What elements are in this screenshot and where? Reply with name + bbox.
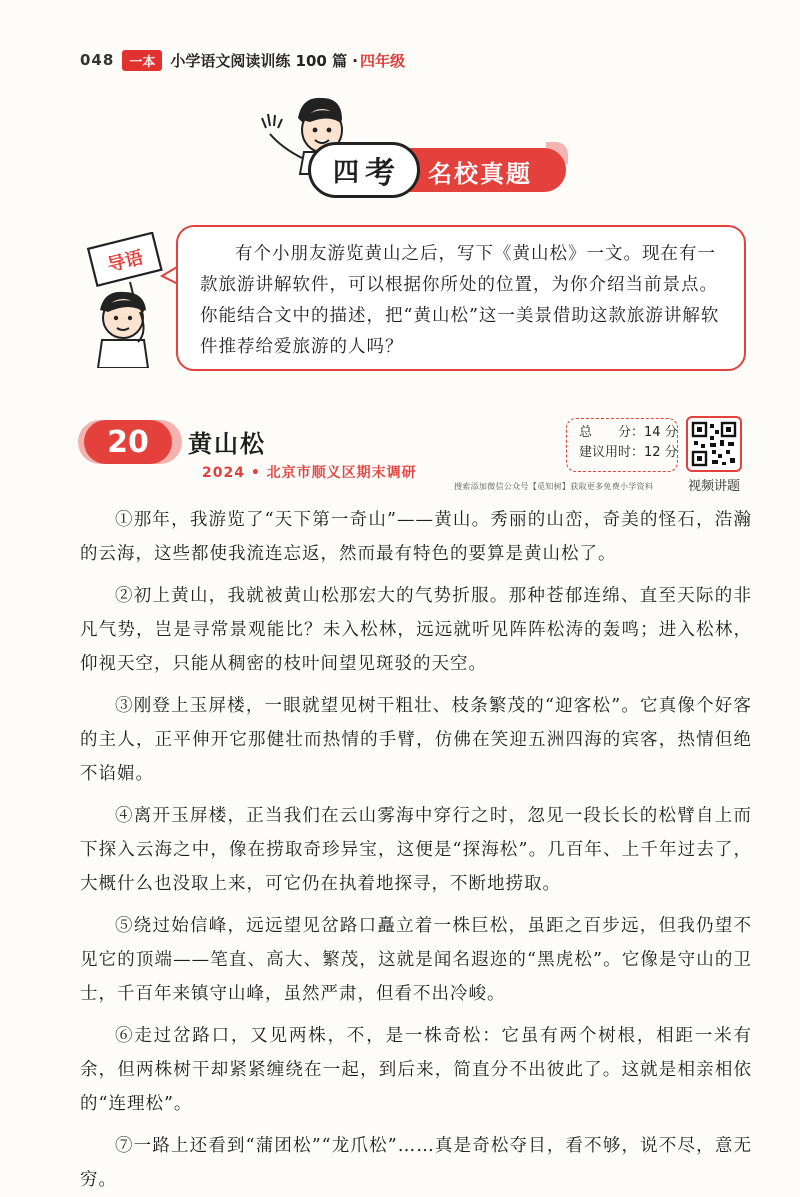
intro-box <box>176 225 746 371</box>
brand-badge: 一本 <box>122 50 162 71</box>
paragraph-5: ⑤绕过始信峰，远远望见岔路口矗立着一株巨松，虽距之百步远，但我仍望不见它的顶端——笔直、高大、繁茂，这就是闻名遐迩的“黑虎松”。它像是守山的卫士，千百年来镇守山峰，虽然严肃，但看不出冷峻。 <box>80 916 752 1004</box>
section-title: 名校真题 <box>428 159 532 188</box>
paragraph-7: ⑦一路上还看到“蒲团松”“龙爪松”……真是奇松夺目，看不够，说不尽，意无穷。 <box>80 1136 752 1190</box>
article-number: 20 <box>84 420 172 464</box>
intro-text: 有个小朋友游览黄山之后，写下《黄山松》一文。现在有一款旅游讲解软件，可以根据你所处的位置，为你介绍当前景点。你能结合文中的描述，把“黄山松”这一美景借助这款旅游讲解软件推荐给爱旅游的人吗？ <box>200 244 720 357</box>
intro-sign-label: 导语 <box>105 247 146 277</box>
score-box <box>566 418 678 472</box>
total-score: 总 分：14 分 <box>579 425 678 440</box>
qr-code-icon[interactable] <box>686 416 742 472</box>
page-number: 048 <box>80 51 115 69</box>
section-number-badge <box>308 142 420 198</box>
article-title: 黄山松 <box>188 430 266 458</box>
section-number: 四 <box>332 157 359 188</box>
page-header <box>80 48 405 72</box>
paragraph-2: ②初上黄山，我就被黄山松那宏大的气势折服。那种苍郁连绵、直至天际的非凡气势，岂是寻常景观能比？未入松林，远远就听见阵阵松涛的轰鸣；进入松林，仰视天空，只能从稠密的枝叶间望见斑驳的天空。 <box>80 586 752 674</box>
qr-label: 视频讲题 <box>688 479 741 494</box>
cartoon-boy-holding-sign-icon <box>78 232 178 368</box>
paragraph-1: ①那年，我游览了“天下第一奇山”——黄山。秀丽的山峦，奇美的怪石，浩瀚的云海，这些都使我流连忘返，然而最有特色的要算是黄山松了。 <box>80 510 752 564</box>
article-number-badge <box>78 420 182 464</box>
article-source: 2024 • 北京市顺义区期末调研 <box>202 465 417 481</box>
section-kao: 考 <box>365 156 395 191</box>
paragraph-4: ④离开玉屏楼，正当我们在云山雾海中穿行之时，忽见一段长长的松臂自上而下探入云海之中，像在捞取奇珍异宝，这便是“探海松”。几百年、上千年过去了，大概什么也没取上来，可它仍在执着地探寻，不断地捞取。 <box>80 806 752 894</box>
section-banner <box>300 142 568 198</box>
wechat-note: 搜索添加微信公众号【觅知树】获取更多免费小学资料 <box>454 482 654 491</box>
article-body <box>80 503 752 1197</box>
book-title: 小学语文阅读训练 100 篇 · <box>170 51 359 70</box>
grade-label: 四年级 <box>360 51 406 70</box>
paragraph-3: ③刚登上玉屏楼，一眼就望见树干粗壮、枝条繁茂的“迎客松”。它真像个好客的主人，正平伸开它那健壮而热情的手臂，仿佛在笑迎五洲四海的宾客，热情但绝不谄媚。 <box>80 696 752 784</box>
suggested-time: 建议用时：12 分 <box>579 445 678 460</box>
paragraph-6: ⑥走过岔路口，又见两株，不，是一株奇松：它虽有两个树根，相距一米有余，但两株树干却紧紧缠绕在一起，到后来，简直分不出彼此了。这就是相亲相依的“连理松”。 <box>80 1026 752 1114</box>
